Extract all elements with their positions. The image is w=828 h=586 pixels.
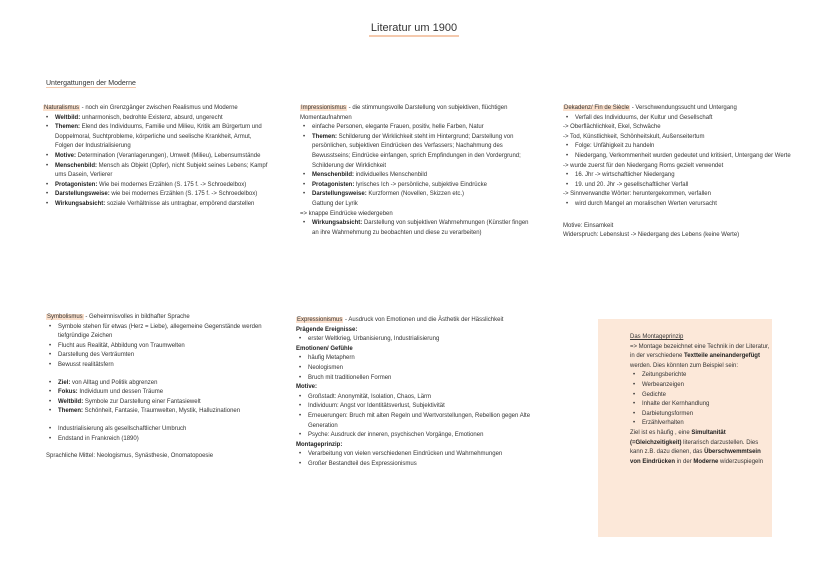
list-item: • Gedichte — [630, 391, 770, 401]
list-item: • Verarbeitung von vielen verschiedenen Eindrücken und Wahrnehmungen — [296, 450, 546, 460]
list-item: • Fokus: Individuum und dessen Träume — [46, 388, 268, 398]
montage-box — [598, 319, 772, 537]
emotionen-title: Emotionen/ Gefühle — [296, 345, 353, 352]
list-item: • Symbole stehen für etwas (Herz = Liebe), allegemeine Gegenstände werden tiefgründige Zeichen — [46, 323, 268, 342]
list-item: • Protagonisten: Wie bei modernes Erzählen (S. 175 f. -> Schroedelbox) — [43, 181, 271, 191]
symbolismus-list-2 — [46, 425, 268, 444]
impressionismus-block — [300, 104, 530, 238]
list-item: • Inhalte der Kernhandlung — [630, 400, 770, 410]
list-item: -> wurde zuerst für den Niedergang Roms gezielt verwendet — [563, 162, 724, 169]
list-item: • Individuum: Angst vor Identitätsverlust, Subjektivität — [296, 402, 546, 412]
symbolismus-labeled-list — [46, 379, 268, 417]
list-item: • Verfall des Individuums, der Kultur und Gesellschaft — [563, 114, 813, 124]
montage-title: Montageprinzip: — [296, 441, 343, 448]
expressionismus-block — [296, 316, 546, 470]
list-item: • Themen: Schilderung der Wirklichkeit steht im Hintergrund; Darstellung von persönlichen, subjektiven Eindrücken des Verfassers; Nachahmung des Bewusstseins; Eindrücke einfangen, sprich Empfindungen in den Vordergrund; Schilderung der Wirklichkeit — [300, 133, 530, 171]
impressionismus-intro: - die stimmungsvolle Darstellung von subjektiven, flüchtigen Momentaufnahmen — [300, 105, 508, 121]
ereignisse-list — [296, 335, 546, 345]
list-item: • Endstand in Frankreich (1890) — [46, 435, 268, 445]
list-item: • Großer Bestandteil des Expressionismus — [296, 460, 546, 470]
list-item: • Darstellungsweise: Kurzformen (Novellen, Skizzen etc.) — [300, 190, 530, 200]
list-item: • Protagonisten: lyrisches Ich -> persönliche, subjektive Eindrücke — [300, 181, 530, 191]
list-item: • Weltbild: Symbole zur Darstellung einer Fantasiewelt — [46, 398, 268, 408]
list-item: • Darstellungsweise: wie bei modernes Erzählen (S. 175 f. -> Schroedelbox) — [43, 190, 271, 200]
list-item: • häufig Metaphern — [296, 354, 546, 364]
impressionismus-list — [300, 123, 530, 133]
naturalismus-title: Naturalismus — [44, 105, 80, 111]
dekadenz-intro: - Verschwendungssucht und Untergang — [630, 105, 737, 111]
naturalismus-intro: - noch ein Grenzgänger zwischen Realismus und Moderne — [80, 105, 238, 111]
list-item: • 19. und 20. Jhr -> gesellschaftlicher Verfall — [563, 181, 813, 191]
list-item: • Motive: Determination (Veranlagerungen), Umwelt (Milieu), Lebensumstände — [43, 152, 271, 162]
naturalismus-list — [43, 114, 271, 210]
list-item: • Themen: Schönheit, Fantasie, Traumwelten, Mystik, Halluzinationen — [46, 407, 268, 417]
expressionismus-title: Expressionismus — [297, 317, 343, 323]
list-item: • einfache Personen, elegante Frauen, positiv, helle Farben, Natur — [300, 123, 530, 133]
list-item: • Menschenbild: individuelles Menschenbild — [300, 171, 530, 181]
symbolismus-title: Symbolismus — [47, 314, 83, 320]
motive-title: Motive: — [296, 384, 317, 391]
list-item: -> Oberflächlichkeit, Ekel, Schwäche — [563, 124, 661, 131]
ereignisse-title: Prägende Ereignisse: — [296, 326, 358, 333]
dekadenz-list — [563, 114, 813, 210]
dekadenz-block — [563, 104, 813, 241]
dekadenz-widerspruch: Widerspruch: Lebenslust -> Niedergang des Lebens (keine Werte) — [563, 232, 740, 239]
list-item: • Industrialisierung als gesellschaftlicher Umbruch — [46, 425, 268, 435]
list-item: • Erzählverhalten — [630, 419, 770, 429]
list-item: • Erneuerungen: Bruch mit alten Regeln und Wertvorstellungen, Rebellion gegen Alte Generation — [296, 412, 546, 431]
list-item: • erster Weltkrieg, Urbanisierung, Industrialisierung — [296, 335, 546, 345]
list-item: • Werbeanzeigen — [630, 381, 770, 391]
list-item: • Zeitungsberichte — [630, 371, 770, 381]
symbolismus-block — [46, 313, 268, 462]
list-item: • Flucht aus Realität, Abbildung von Traumwelten — [46, 342, 268, 352]
list-item: • Großstadt: Anonymität, Isolation, Chaos, Lärm — [296, 393, 546, 403]
list-item: • Neologismen — [296, 364, 546, 374]
expressionismus-intro: - Ausdruck von Emotionen und die Ästhetik der Hässlichkeit — [343, 317, 504, 323]
list-item: • Wirkungsabsicht: soziale Verhältnisse als untragbar, empörend darstellen — [43, 200, 271, 210]
dekadenz-title: Dekadenz/ Fin de Siècle — [564, 105, 630, 111]
list-item: • Weltbild: unharmonisch, bedrohte Existenz, absurd, ungerecht — [43, 114, 271, 124]
section-heading: Untergattungen der Moderne — [46, 80, 136, 87]
naturalismus-block — [43, 104, 271, 210]
list-item: • Darbietungsformen — [630, 410, 770, 420]
emotionen-list — [296, 354, 546, 383]
list-item: • Bruch mit traditionellen Formen — [296, 374, 546, 384]
motive-list — [296, 393, 546, 441]
symbolismus-intro: - Geheimnisvolles in bildhafter Sprache — [83, 314, 190, 320]
list-item: • Darstellung des Verträumten — [46, 351, 268, 361]
list-item: • 16. Jhr -> wirtschaftlicher Niedergang — [563, 171, 813, 181]
impressionismus-title: Impressionismus — [301, 105, 347, 111]
list-item: -> Sinnverwandte Wörter: heruntergekommen, verfallen — [563, 191, 711, 198]
list-item: • Niedergang, Verkommenheit wurden gedeutet und kritisiert, Untergang der Werte — [563, 152, 813, 162]
impressionismus-labeled-list — [300, 133, 530, 200]
list-item: • wird durch Mangel an moralischen Werten verursacht — [563, 200, 813, 210]
montage-box-line1: => Montage bezeichnet eine Technik in der Literatur, in der verschiedene Textteile aneinandergefügt werden. Dies könnten zum Beispiel sein: — [630, 343, 770, 369]
list-item: • Wirkungsabsicht: Darstellung von subjektiven Wahrnehmungen (Künstler fingen an ihre Wahrnehmung zu beobachten und diese zu verarbeiten) — [300, 219, 530, 238]
montage-box-content — [630, 333, 770, 467]
symbolismus-list — [46, 323, 268, 371]
list-item: • Folge: Unfähigkeit zu handeln — [563, 142, 813, 152]
list-item: • Bewusst realitätsfern — [46, 361, 268, 371]
list-item: • Ziel: von Alltag und Politik abgrenzen — [46, 379, 268, 389]
impressionismus-wirkung-list — [300, 219, 530, 238]
list-item: -> Tod, Künstlichkeit, Schönheitskult, Außenseitertum — [563, 133, 705, 140]
dekadenz-motive: Motive: Einsamkeit — [563, 222, 614, 229]
list-item: • Psyche: Ausdruck der inneren, psychischen Vorgänge, Emotionen — [296, 431, 546, 441]
page-title: Literatur um 1900 — [0, 22, 828, 34]
list-item: • Menschenbild: Mensch als Objekt (Opfer), nicht Subjekt seines Lebens; Kampf ums Dasein, Verlierer — [43, 162, 271, 181]
montage-list — [296, 450, 546, 469]
list-item: • Themen: Elend des Individuums, Familie und Milieu, Kritik am Bürgertum und Doppelmoral, Suchtprobleme, körperliche und seelische Krankheit, Armut, Folgen der Industrialisierung — [43, 123, 271, 152]
montage-box-list — [630, 371, 770, 429]
gattung-line: Gattung der Lyrik — [312, 200, 358, 207]
symbolismus-mittel: Sprachliche Mittel: Neologismus, Synästhesie, Onomatopoesie — [46, 453, 214, 460]
arrow-line: => knappe Eindrücke wiedergeben — [300, 210, 393, 217]
montage-box-title: Das Montageprinzip — [630, 334, 684, 340]
montage-box-line2: Ziel ist es häufig , eine Simultanität (=Gleichzeitigkeit) literarisch darzustellen. Dies kann z.B. dazu dienen, das Überschwemmtsein von Eindrücken in der Moderne widerzuspiegeln — [630, 429, 764, 465]
